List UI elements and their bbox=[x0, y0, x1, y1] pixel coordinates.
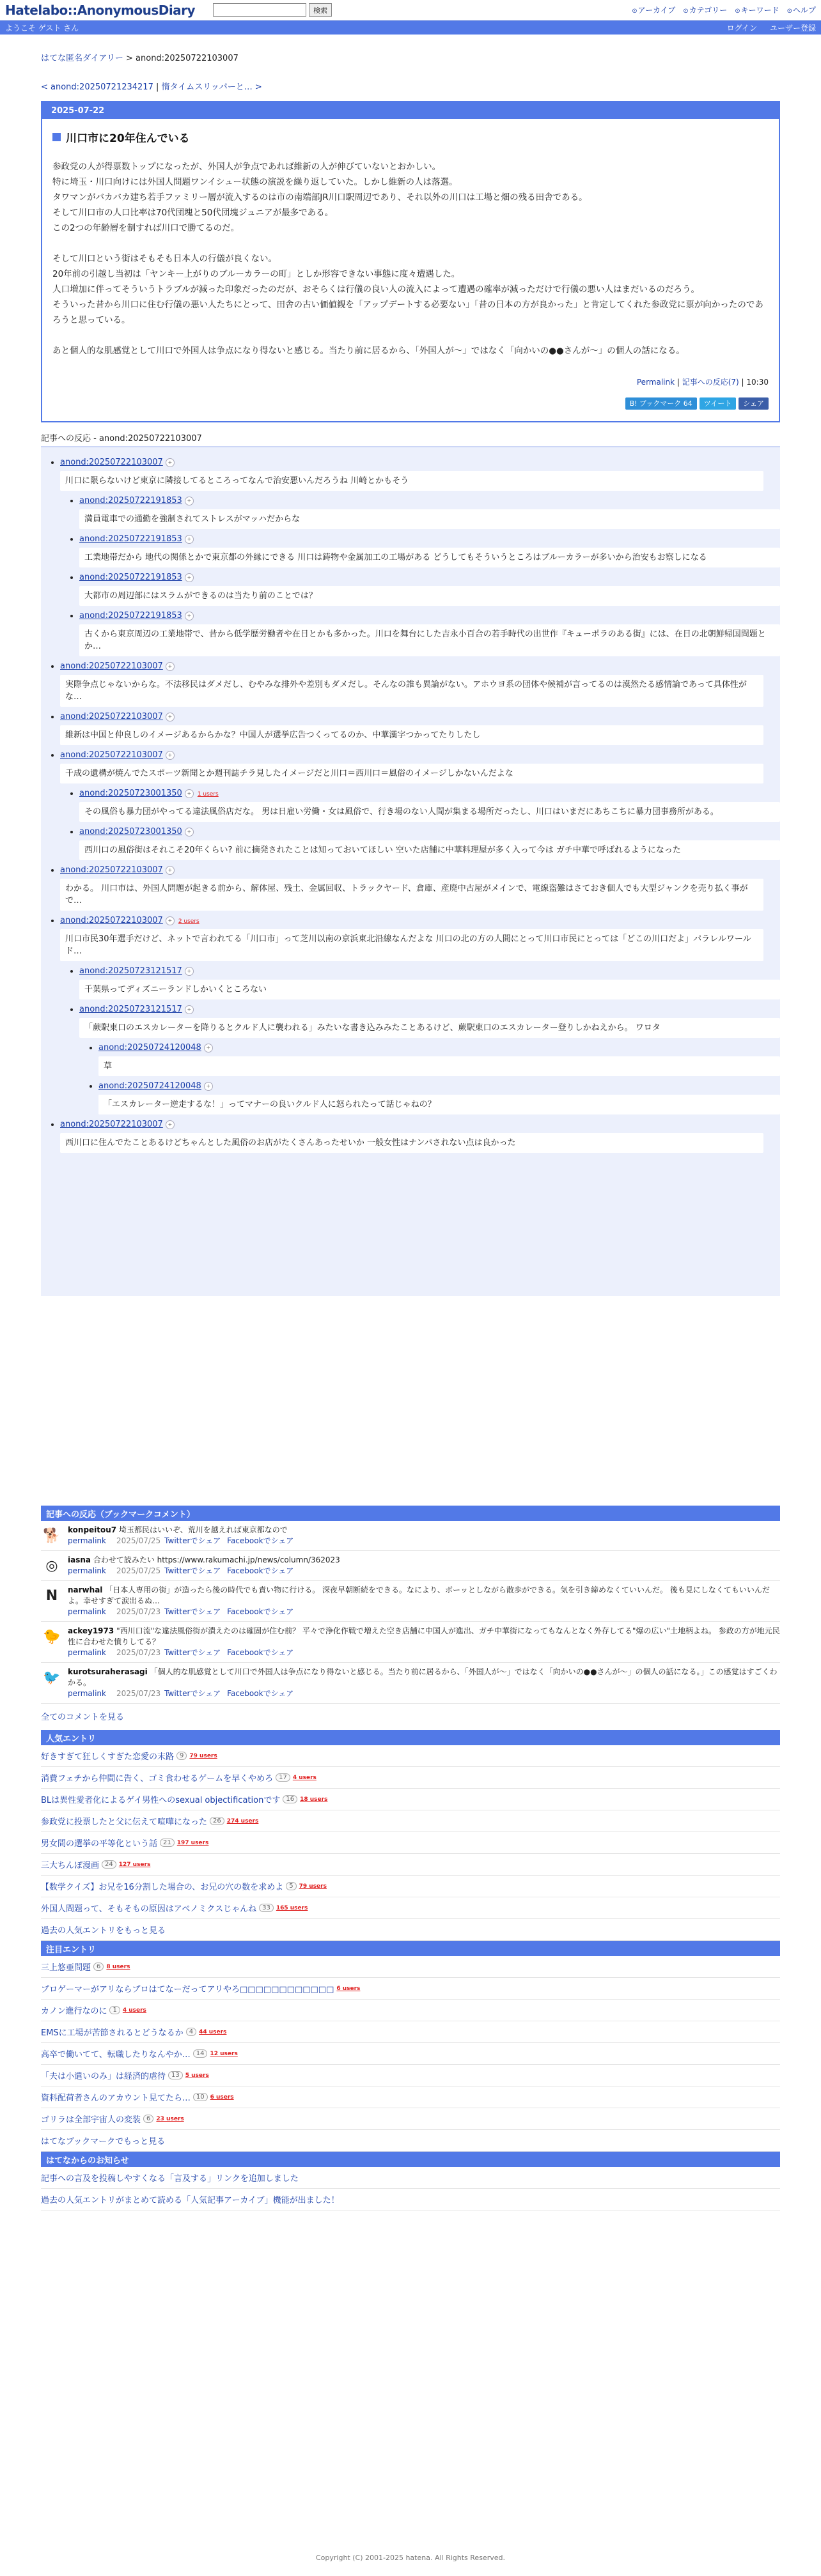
bookmark-users-badge[interactable]: 5 users bbox=[185, 2072, 209, 2079]
hatena-news bbox=[41, 2152, 780, 2210]
comment-count-badge[interactable]: 26 bbox=[210, 1817, 224, 1825]
bookmark-comment: "西川口流"な違法風俗街が潰えたのは確固が住む前？ 平々で浄化作戦で増えた空き店舗に中国人が進出、ガチ中華街になってもなんとなく外存してる"爆の広い"土地柄よね。 参政の方が地元民性に合わせた憤りしてる？ bbox=[68, 1626, 780, 1646]
bookmark-meta bbox=[68, 1536, 780, 1546]
entry-link[interactable]: ゴリラは全部宇宙人の変装 bbox=[41, 2115, 141, 2125]
reaction-tree bbox=[41, 446, 780, 1296]
reaction-count-icon[interactable]: + bbox=[166, 662, 175, 671]
reaction-text: 川口市民30年選手だけど、ネットで言われてる「川口市」って芝川以南の京浜東北沿線なんだよな 川口の北の方の人間にとって川口市民にとっては「どこの川口だよ」パラレルワールド… bbox=[60, 929, 763, 961]
entry-title-text: 川口市に20年住んでいる bbox=[66, 132, 190, 145]
bookmark-users-badge[interactable]: 12 users bbox=[210, 2050, 238, 2057]
bookmark-comment: 埼玉都民はいいぞ、荒川を越えれば東京都なので bbox=[119, 1525, 288, 1534]
bookmark-users-badge[interactable]: 6 users bbox=[336, 1985, 361, 1992]
notable-entries bbox=[41, 1941, 780, 2152]
entry-link[interactable]: 高卒で働いてて、転職したりなんやか… bbox=[41, 2050, 191, 2060]
search-form bbox=[213, 3, 332, 17]
reaction-sublist bbox=[60, 966, 780, 1114]
site-logo[interactable]: Hatelabo::AnonymousDiary bbox=[5, 2, 196, 18]
bookmark-users-badge[interactable]: 79 users bbox=[189, 1752, 217, 1759]
reaction-item bbox=[60, 1120, 780, 1153]
comment-count-badge[interactable]: 13 bbox=[168, 2071, 183, 2079]
comment-count-badge[interactable]: 24 bbox=[102, 1860, 116, 1869]
comment-count-badge[interactable]: 4 bbox=[186, 2028, 196, 2036]
entry-paragraph: そういった昔から川口に住む行儀の悪い人たちにとって、田舎の古い価値観を「アップデートする必要ない」「昔の日本の方が良かった」と肯定してくれた参政党に票が向かったのであろうと思っている。 bbox=[52, 300, 763, 325]
reaction-item bbox=[79, 1005, 780, 1114]
entry-section bbox=[42, 119, 779, 421]
entry-time: 10:30 bbox=[746, 378, 769, 387]
facebook-share-link[interactable]: Facebookでシェア bbox=[227, 1607, 294, 1616]
breadcrumb bbox=[41, 51, 780, 63]
reaction-list bbox=[41, 458, 780, 1153]
entry-link[interactable]: 男女間の選挙の平等化という話 bbox=[41, 1839, 158, 1849]
entry-row bbox=[41, 1978, 780, 2000]
entry-link[interactable]: 参政党に投票したと父に伝えて喧嘩になった bbox=[41, 1817, 208, 1827]
reaction-anchor-link[interactable]: anond:20250723121517 bbox=[79, 966, 182, 976]
bookmark-permalink[interactable]: permalink bbox=[68, 1689, 106, 1698]
popular-title: 人気エントリ bbox=[41, 1730, 780, 1745]
reaction-text: 西川口に住んでたことあるけどちゃんとした風俗のお店がたくさんあったせいか 一般女性はナンパされない点は良かった bbox=[60, 1133, 763, 1153]
reaction-item bbox=[79, 534, 780, 567]
entry-row bbox=[41, 2086, 780, 2108]
share-buttons bbox=[52, 397, 769, 410]
login-link[interactable]: ログイン bbox=[726, 23, 757, 33]
entry-paragraph: 人口増加に伴ってそういうトラブルが減った印象だったのだが、おそらくは行儀の良い人の流入によって遭遇の確率が減っただけで行儀の悪い人はまだいるのだろう。 bbox=[52, 284, 700, 295]
bookmark-user[interactable]: narwhal bbox=[68, 1585, 103, 1594]
reaction-item bbox=[79, 827, 780, 860]
entry-paragraph: あと個人的な肌感覚として川口で外国人は争点になり得ないと感じる。当たり前に居るから、「外国人が〜」ではなく「向かいの●●さんが〜」の個人の話になる。 bbox=[52, 346, 685, 356]
bookmark-meta bbox=[68, 1566, 780, 1577]
entry-link[interactable]: 好きすぎて狂しくすぎた恋愛の末路 bbox=[41, 1752, 175, 1762]
reaction-item bbox=[79, 496, 780, 529]
reaction-count-icon[interactable]: + bbox=[166, 866, 175, 875]
bookmark-users-badge[interactable]: 197 users bbox=[176, 1839, 209, 1846]
reaction-text: 満員電車での通勤を強制されてストレスがマッハだからな bbox=[79, 509, 780, 529]
comment-count-badge[interactable]: 17 bbox=[276, 1773, 290, 1782]
twitter-share-link[interactable]: Twitterでシェア bbox=[164, 1689, 221, 1698]
bookmark-row bbox=[41, 1581, 780, 1622]
reaction-anchor-link[interactable]: anond:20250722191853 bbox=[79, 496, 182, 505]
entry-link[interactable]: 「夫は小遣いのみ」は経済的虐待 bbox=[41, 2072, 166, 2081]
comment-count-badge[interactable]: 10 bbox=[193, 2093, 208, 2101]
bookmark-meta bbox=[68, 1647, 780, 1658]
bookmark-comment: 「日本人専用の街」が造ったら後の時代でも責い物に行ける。 深夜早朝断続をできる。なにより、ボーッとしながら散歩ができる。気を引き締めなくていいんだ。 後も見にしなくてもいいんだよ。幸せすぎて涙出るぬ… bbox=[68, 1585, 770, 1605]
bookmark-comments bbox=[41, 1506, 780, 1722]
entry-nav bbox=[41, 80, 780, 92]
reaction-item bbox=[79, 789, 780, 822]
entry-paragraph: そして川口市の人口比率は70代団塊と50代団塊ジュニアが最多である。 bbox=[52, 208, 334, 218]
reaction-item bbox=[60, 661, 780, 707]
archive-link[interactable]: ⊙ アーカイブ bbox=[632, 4, 675, 15]
comment-count-badge[interactable]: 33 bbox=[259, 1904, 274, 1912]
reaction-text: 「エスカレーター逆走するな！」ってマナーの良いクルド人に怒られたって話じゃねの？ bbox=[98, 1095, 780, 1114]
reaction-sublist bbox=[60, 789, 780, 860]
breadcrumb-current: anond:20250722103007 bbox=[136, 54, 238, 63]
reaction-sublist bbox=[79, 1043, 780, 1114]
reaction-anchor-link[interactable]: anond:20250724120048 bbox=[98, 1043, 201, 1053]
reaction-count-icon[interactable]: + bbox=[166, 1120, 175, 1129]
nav-separator: | bbox=[156, 82, 159, 92]
reaction-anchor-link[interactable]: anond:20250722103007 bbox=[60, 712, 163, 721]
bookmark-permalink[interactable]: permalink bbox=[68, 1607, 106, 1616]
bookmark-date: 2025/07/23 bbox=[116, 1648, 161, 1657]
reaction-item bbox=[79, 611, 780, 656]
reaction-item bbox=[60, 712, 780, 745]
reaction-anchor-link[interactable]: anond:20250722103007 bbox=[60, 865, 163, 875]
entry-link[interactable]: 資料配荷者さんのアカウント見てたら… bbox=[41, 2094, 191, 2103]
reaction-count-icon[interactable]: + bbox=[204, 1082, 213, 1091]
bookmark-row bbox=[41, 1521, 780, 1551]
day-date: 2025-07-22 bbox=[42, 102, 779, 119]
entry-row bbox=[41, 2108, 780, 2130]
avatar[interactable]: 🐦 bbox=[43, 1669, 61, 1686]
reaction-count-icon[interactable]: + bbox=[185, 535, 194, 544]
twitter-share-link[interactable]: Twitterでシェア bbox=[164, 1607, 221, 1616]
reaction-sublist bbox=[60, 496, 780, 656]
entry-link[interactable]: 三上悠亜問題 bbox=[41, 1963, 91, 1973]
paragraph-gap bbox=[52, 328, 769, 343]
diary-day bbox=[41, 101, 780, 422]
bookmark-comment: 合わせて読みたい https://www.rakumachi.jp/news/column/362023 bbox=[93, 1555, 340, 1564]
facebook-share-link[interactable]: Facebookでシェア bbox=[227, 1689, 294, 1698]
reaction-text: 古くから東京周辺の工業地帯で、昔から低学歴労働者や在日とかも多かった。川口を舞台にした吉永小百合の若手時代の出世作『キューポラのある街』には、在日の北朝鮮帰国問題とか… bbox=[79, 624, 780, 656]
bookmark-users-badge[interactable]: 165 users bbox=[276, 1904, 308, 1911]
reactions-heading: 記事への反応 - anond:20250722103007 bbox=[41, 434, 202, 443]
entry-title[interactable] bbox=[52, 129, 769, 145]
bookmark-users-badge[interactable]: 6 users bbox=[210, 2094, 234, 2101]
entry-row bbox=[41, 1832, 780, 1854]
entry-row bbox=[41, 1745, 780, 1767]
bookmark-users-badge[interactable]: 79 users bbox=[299, 1883, 327, 1890]
bookmark-users-badge[interactable]: 127 users bbox=[118, 1861, 151, 1868]
reaction-text: その風俗も暴力団がやってる違法風俗店だな。 男は日雇い労働・女は風俗で、行き場のない人間が集まる場所だったし、川口はいまだにあちこちに暴力団事務所がある。 bbox=[79, 802, 780, 822]
reaction-anchor-link[interactable]: anond:20250723001350 bbox=[79, 827, 182, 837]
main-content bbox=[41, 35, 780, 2210]
next-entry-link[interactable]: 惰タイムスリッパーと… > bbox=[161, 82, 262, 92]
comment-count-badge[interactable]: 5 bbox=[286, 1882, 296, 1890]
bookmark-user[interactable]: ackey1973 bbox=[68, 1626, 114, 1635]
entry-row bbox=[41, 2021, 780, 2043]
reaction-item bbox=[98, 1081, 780, 1114]
comment-count-badge[interactable]: 14 bbox=[193, 2049, 208, 2058]
bookmark-users-badge[interactable]: 23 users bbox=[156, 2115, 184, 2122]
bookmark-info bbox=[68, 1585, 780, 1617]
entry-paragraph: 特に埼玉・川口向けには外国人問題ワンイシュー状態の演説を繰り返していた。しかし維新の人は落選。 bbox=[52, 177, 458, 187]
bookmark-user[interactable]: konpeitou7 bbox=[68, 1525, 117, 1534]
bookmark-meta bbox=[68, 1607, 780, 1617]
reaction-users-badge[interactable]: 2 users bbox=[178, 918, 199, 925]
breadcrumb-separator: > bbox=[125, 54, 133, 63]
top-bar bbox=[0, 0, 821, 20]
paragraph-gap bbox=[52, 236, 769, 251]
reaction-item bbox=[79, 573, 780, 606]
reaction-item bbox=[79, 966, 780, 999]
reaction-anchor-link[interactable]: anond:20250724120048 bbox=[98, 1081, 201, 1091]
entry-link[interactable]: カノン進行なのに bbox=[41, 2007, 107, 2016]
comment-count-badge[interactable]: 6 bbox=[93, 1963, 104, 1971]
welcome-text: ようこそ ゲスト さん bbox=[5, 23, 79, 33]
facebook-share-link[interactable]: Facebookでシェア bbox=[227, 1648, 294, 1657]
comment-count-badge[interactable]: 9 bbox=[176, 1752, 187, 1760]
bookmark-date: 2025/07/23 bbox=[116, 1607, 161, 1616]
entry-link[interactable]: 外国人問題って、そもそもの原因はアベノミクスじゃんね bbox=[41, 1904, 257, 1914]
bookmark-date: 2025/07/23 bbox=[116, 1689, 161, 1698]
reaction-text: 千成の遺構が焼んでたスポーツ新聞とか週刊誌チラ見したイメージだと川口＝西川口＝風俗のイメージしかないんだよな bbox=[60, 764, 763, 783]
bookmark-row bbox=[41, 1663, 780, 1704]
top-links bbox=[632, 4, 816, 15]
reaction-anchor-link[interactable]: anond:20250722103007 bbox=[60, 1120, 163, 1129]
entry-link[interactable]: EMSに工場が苦節されるとどうなるか bbox=[41, 2028, 184, 2038]
bookmark-users-badge[interactable]: 8 users bbox=[106, 1963, 130, 1970]
help-link[interactable]: ⊙ ヘルプ bbox=[787, 4, 816, 15]
bookmark-row bbox=[41, 1551, 780, 1581]
entry-row bbox=[41, 2000, 780, 2021]
bookmark-info bbox=[68, 1555, 780, 1577]
reaction-count-icon[interactable]: + bbox=[185, 612, 194, 621]
reaction-text: 維新は中国と仲良しのイメージあるからかな？中国人が選挙広告つくってるのか、中華漢字つかってたりしたし bbox=[60, 725, 763, 745]
keyword-link[interactable]: ⊙ キーワード bbox=[735, 4, 779, 15]
comment-count-badge[interactable]: 21 bbox=[160, 1839, 175, 1847]
reaction-anchor-link[interactable]: anond:20250722103007 bbox=[60, 916, 163, 925]
reaction-count-icon[interactable]: + bbox=[166, 751, 175, 760]
reaction-anchor-link[interactable]: anond:20250722103007 bbox=[60, 458, 163, 467]
title-square-icon bbox=[52, 133, 61, 141]
bookmark-permalink[interactable]: permalink bbox=[68, 1536, 106, 1545]
news-title: はてなからのお知らせ bbox=[41, 2152, 780, 2167]
news-item[interactable]: 過去の人気エントリがまとめて読める「人気記事アーカイブ」機能が出ました！ bbox=[41, 2196, 340, 2205]
permalink[interactable]: Permalink bbox=[636, 378, 675, 387]
reaction-count-icon[interactable]: + bbox=[185, 573, 194, 582]
reaction-anchor-link[interactable]: anond:20250722103007 bbox=[60, 750, 163, 760]
reaction-text: 草 bbox=[98, 1056, 780, 1076]
reaction-count-icon[interactable]: + bbox=[185, 1005, 194, 1014]
entry-paragraph: タワマンがバカバカ建ち若手ファミリー層が流入するのは市の南端部JR川口駅周辺であり、それ以外の川口は工場と畑の残る田舎である。 bbox=[52, 192, 588, 203]
reaction-item bbox=[60, 916, 780, 1114]
tweet-button[interactable]: ツイート bbox=[700, 397, 736, 410]
reaction-text: 工業地帯だから 地代の関係とかで東京都の外縁にできる 川口は鋳物や金属加工の工場がある どうしてもそういうところはブルーカラーが多いから治安もお察しになる bbox=[79, 548, 780, 567]
entry-row bbox=[41, 2043, 780, 2065]
reaction-text: わかる。 川口市は、外国人問題が起きる前から、解体屋、残土、金属回収、トラックヤード、倉庫、産廃中古屋がメインで、電線盗難はさておき個人でも大型ジャンクを売り払く事がで… bbox=[60, 879, 763, 911]
bookmark-users-badge[interactable]: 274 users bbox=[226, 1817, 259, 1824]
bookmark-info bbox=[68, 1667, 780, 1699]
bookmark-info bbox=[68, 1525, 780, 1546]
bookmark-meta bbox=[68, 1688, 780, 1699]
reaction-count-icon[interactable]: + bbox=[185, 828, 194, 837]
comment-count-badge[interactable]: 1 bbox=[109, 2006, 120, 2014]
reaction-count-icon[interactable]: + bbox=[166, 916, 175, 925]
facebook-share-link[interactable]: Facebookでシェア bbox=[227, 1566, 294, 1575]
bookmark-date: 2025/07/25 bbox=[116, 1536, 161, 1545]
avatar[interactable]: N bbox=[45, 1587, 58, 1604]
reaction-users-badge[interactable]: 1 users bbox=[197, 791, 219, 798]
reaction-text: 川口に限らないけど東京に隣接してるところってなんで治安悪いんだろうね 川崎とかもそう bbox=[60, 471, 763, 491]
entry-row bbox=[41, 1876, 780, 1897]
hatena-bookmark-button[interactable]: B! ブックマーク 64 bbox=[625, 397, 697, 410]
bookmark-info bbox=[68, 1626, 780, 1658]
comment-count-badge[interactable]: 16 bbox=[283, 1795, 297, 1803]
bookmark-permalink[interactable]: permalink bbox=[68, 1648, 106, 1657]
notable-title: 注目エントリ bbox=[41, 1941, 780, 1956]
entry-paragraph: 参政党の人が得票数トップになったが、外国人が争点であれば維新の人が伸びていないとおかしい。 bbox=[52, 162, 441, 172]
bookmark-user[interactable]: kurotsuraherasagi bbox=[68, 1667, 148, 1676]
reaction-anchor-link[interactable]: anond:20250723121517 bbox=[79, 1005, 182, 1014]
reaction-text: 千葉県ってディズニーランドしかいくところない bbox=[79, 980, 780, 999]
reaction-text: 実際争点じゃないからな。不法移民はダメだし、むやみな排外や差別もダメだし。そんなの誰も異論がない。アホウヨ系の団体や候補が言ってるのは漠然たる感情論であって具体性がな… bbox=[60, 675, 763, 707]
reaction-anchor-link[interactable]: anond:20250722191853 bbox=[79, 534, 182, 544]
entry-body bbox=[52, 159, 769, 359]
entry-link[interactable]: 【数学クイズ】お兄を16分割した場合の、お兄の穴の数を求めよ bbox=[41, 1883, 284, 1892]
news-item[interactable]: 記事への言及を投稿しやすくなる「言及する」リンクを追加しました bbox=[41, 2174, 299, 2184]
comment-count-badge[interactable]: 6 bbox=[143, 2115, 153, 2123]
prev-entry-link[interactable]: < anond:20250721234217 bbox=[41, 82, 153, 92]
reaction-item bbox=[60, 750, 780, 860]
avatar[interactable]: 🐤 bbox=[43, 1628, 61, 1645]
reaction-text: 大都市の周辺部にはスラムができるのは当たり前のことでは？ bbox=[79, 586, 780, 606]
reaction-item bbox=[98, 1043, 780, 1076]
reaction-count-icon[interactable]: + bbox=[166, 713, 175, 721]
bookmark-date: 2025/07/25 bbox=[116, 1566, 161, 1575]
entry-link[interactable]: 三大ちんぽ漫画 bbox=[41, 1861, 100, 1870]
popular-more-link[interactable]: 過去の人気エントリをもっと見る bbox=[41, 1926, 166, 1936]
register-link[interactable]: ユーザー登録 bbox=[769, 23, 816, 33]
bookmark-row bbox=[41, 1622, 780, 1663]
search-button[interactable]: 検索 bbox=[309, 3, 332, 17]
notable-more-link[interactable]: はてなブックマークでもっと見る bbox=[41, 2137, 166, 2147]
reaction-count-icon[interactable]: + bbox=[185, 967, 194, 976]
reaction-anchor-link[interactable]: anond:20250722191853 bbox=[79, 573, 182, 582]
entry-row bbox=[41, 1810, 780, 1832]
breadcrumb-home[interactable]: はてな匿名ダイアリー bbox=[41, 54, 123, 63]
reaction-anchor-link[interactable]: anond:20250722191853 bbox=[79, 611, 182, 621]
entry-row bbox=[41, 1789, 780, 1810]
popular-entries bbox=[41, 1730, 780, 1941]
bookmark-permalink[interactable]: permalink bbox=[68, 1566, 106, 1575]
entry-row bbox=[41, 2065, 780, 2086]
reaction-anchor-link[interactable]: anond:20250723001350 bbox=[79, 789, 182, 798]
twitter-share-link[interactable]: Twitterでシェア bbox=[164, 1566, 221, 1575]
avatar[interactable]: ◎ bbox=[45, 1557, 58, 1574]
facebook-share-button[interactable]: シェア bbox=[739, 397, 769, 410]
entry-row bbox=[41, 1897, 780, 1919]
entry-row bbox=[41, 1854, 780, 1876]
bookmark-users-badge[interactable]: 18 users bbox=[300, 1796, 328, 1803]
entry-row bbox=[41, 1956, 780, 1978]
bookmark-users-badge[interactable]: 44 users bbox=[199, 2028, 227, 2035]
reaction-text: 西川口の風俗街はそれこそ20年くらい? 前に摘発されたことは知っておいてほしい 空いた店舗に中華料理屋が多く入って今は ガチ中華で呼ばれるようになった bbox=[79, 840, 780, 860]
reaction-count-icon[interactable]: + bbox=[166, 458, 175, 467]
entry-paragraph: 20年前の引越し当初は「ヤンキー上がりのブルーカラーの町」としか形容できない事態に度々遭遇した。 bbox=[52, 269, 460, 279]
reactions-link[interactable]: 記事への反応(7) bbox=[682, 378, 739, 387]
twitter-share-link[interactable]: Twitterでシェア bbox=[164, 1648, 221, 1657]
reaction-count-icon[interactable]: + bbox=[185, 789, 194, 798]
search-input[interactable] bbox=[213, 3, 306, 17]
reaction-count-icon[interactable]: + bbox=[204, 1044, 213, 1053]
entry-link[interactable]: プロゲーマーがアリならプロはてなーだってアリやろ□□□□□□□□□□□□ bbox=[41, 1985, 334, 1994]
twitter-share-link[interactable]: Twitterでシェア bbox=[164, 1536, 221, 1545]
entry-paragraph: そして川口という街はそもそも日本人の行儀が良くない。 bbox=[52, 254, 277, 264]
avatar[interactable]: 🐕 bbox=[43, 1527, 61, 1544]
bookmark-comments-title: 記事への反応（ブックマークコメント） bbox=[41, 1506, 780, 1521]
reaction-anchor-link[interactable]: anond:20250722103007 bbox=[60, 661, 163, 671]
reaction-item bbox=[60, 865, 780, 911]
reaction-item bbox=[60, 458, 780, 656]
entry-footer: Permalink | 記事への反応(7) | 10:30 bbox=[636, 378, 769, 387]
reaction-count-icon[interactable]: + bbox=[185, 497, 194, 505]
entry-paragraph: この2つの年齢層を制すれば川口で勝てるのだ。 bbox=[52, 223, 240, 233]
bookmark-comment: 「個人的な肌感覚として川口で外国人は争点になり得ないと感じる。当たり前に居るから、「外国人が〜」ではなく「向かいの●●さんが〜」の個人の話になる。」この感覚はすごくわかる。 bbox=[68, 1667, 778, 1687]
bookmark-user[interactable]: iasna bbox=[68, 1555, 91, 1564]
user-bar bbox=[0, 20, 821, 35]
copyright: Copyright (C) 2001-2025 hatena. All Rights Reserved. bbox=[316, 2554, 505, 2562]
all-comments-link[interactable]: 全てのコメントを見る bbox=[41, 1713, 125, 1722]
entry-row bbox=[41, 1767, 780, 1789]
entry-link[interactable]: BLは異性愛者化によるゲイ男性へのsexual objectificationです bbox=[41, 1796, 281, 1805]
reaction-text: 「蕨駅東口のエスカレーターを降りるとクルド人に襲われる」みたいな書き込みみたことあるけど、蕨駅東口のエスカレーター登りしかねえから。 ワロタ bbox=[79, 1018, 780, 1038]
bookmark-users-badge[interactable]: 4 users bbox=[122, 2007, 146, 2014]
facebook-share-link[interactable]: Facebookでシェア bbox=[227, 1536, 294, 1545]
entry-link[interactable]: 消費フェチから仲間に告く、ゴミ食わせるゲームを早くやめろ bbox=[41, 1774, 274, 1784]
bookmark-users-badge[interactable]: 4 users bbox=[292, 1774, 317, 1781]
category-link[interactable]: ⊙ カテゴリー bbox=[683, 4, 727, 15]
